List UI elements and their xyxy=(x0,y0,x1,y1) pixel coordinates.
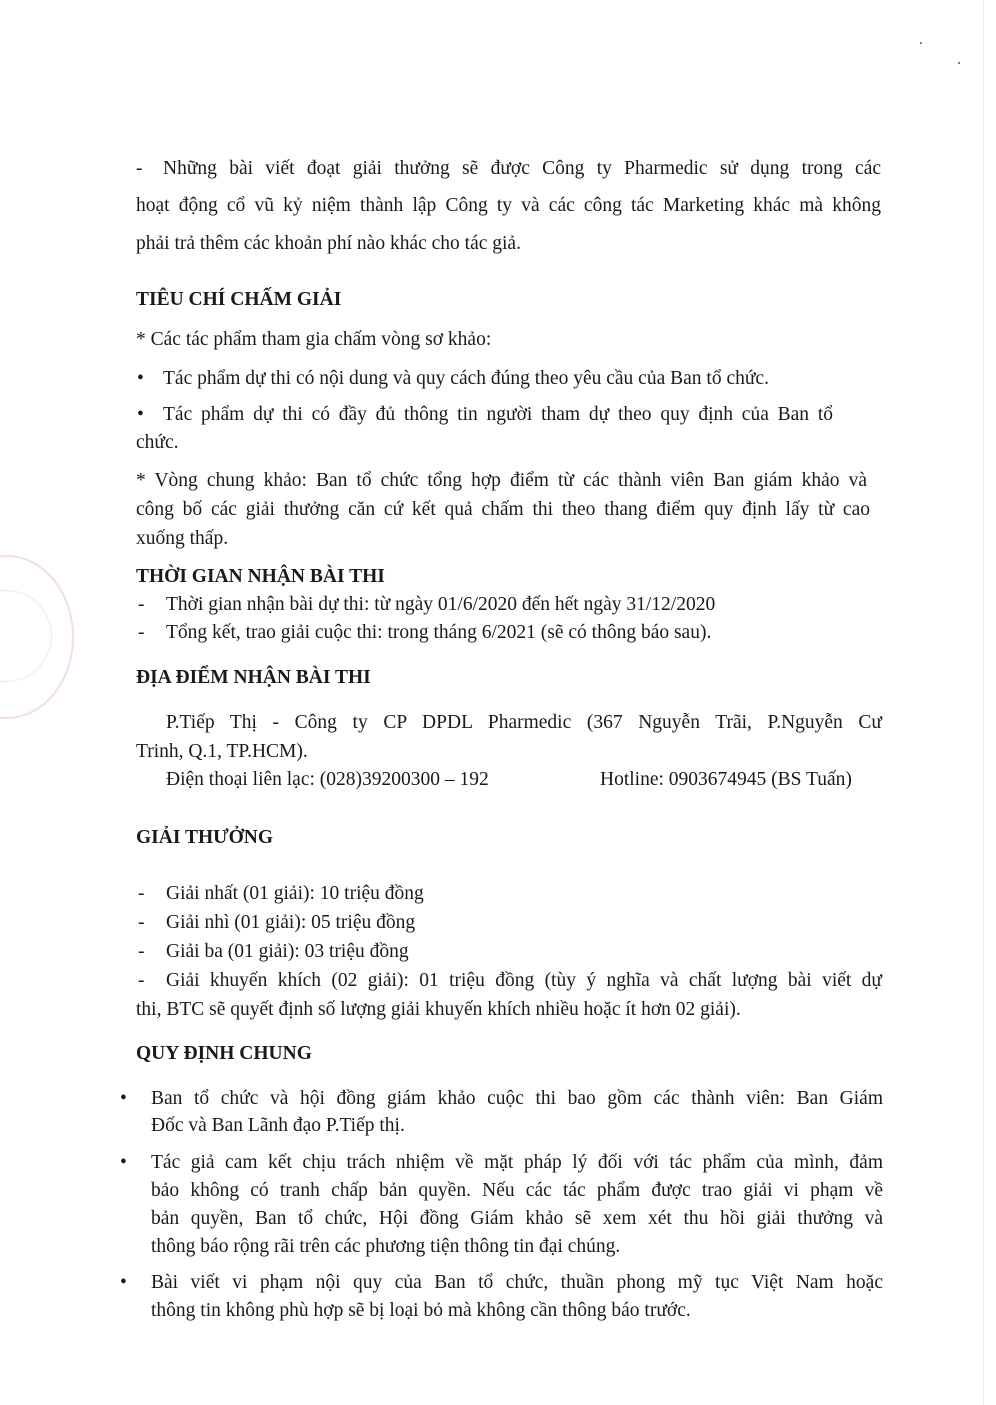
intro-line-2: hoạt động cổ vũ kỷ niệm thành lập Công ty và các công tác Marketing khác mà không xyxy=(136,195,881,216)
rule-2-line-2: bảo không có tranh chấp bản quyền. Nếu các tác phẩm được trao giải vi phạm về xyxy=(151,1180,883,1201)
scan-speck xyxy=(958,62,960,64)
rule-bullet-3: • xyxy=(120,1272,127,1293)
rule-1-line-1: Ban tổ chức và hội đồng giám khảo cuộc thi bao gồm các thành viên: Ban Giám xyxy=(151,1088,883,1109)
prize-item-4-line-1: Giải khuyến khích (02 giải): 01 triệu đồng (tùy ý nghĩa và chất lượng bài viết dự xyxy=(166,970,882,991)
intro-dash: - xyxy=(136,158,143,179)
location-line-1: P.Tiếp Thị - Công ty CP DPDL Pharmedic (367 Nguyễn Trãi, P.Nguyễn Cư xyxy=(166,712,882,733)
prize-dash-2: - xyxy=(138,912,145,933)
rule-bullet-1: • xyxy=(120,1088,127,1109)
scan-speck xyxy=(920,42,922,44)
criteria-item-2-line-2: chức. xyxy=(136,432,179,453)
rule-bullet-2: • xyxy=(120,1152,127,1173)
rules-heading: QUY ĐỊNH CHUNG xyxy=(136,1043,312,1064)
location-heading: ĐỊA ĐIỂM NHẬN BÀI THI xyxy=(136,667,371,688)
criteria-final-line-3: xuống thấp. xyxy=(136,528,229,549)
prize-dash-1: - xyxy=(138,883,145,904)
rule-2-line-1: Tác giả cam kết chịu trách nhiệm về mặt pháp lý đối với tác phẩm của mình, đảm xyxy=(151,1152,883,1173)
rule-2-line-4: thông báo rộng rãi trên các phương tiện thông tin đại chúng. xyxy=(151,1236,621,1257)
criteria-bullet-2: • xyxy=(137,404,144,425)
intro-line-3: phải trả thêm các khoản phí nào khác cho tác giả. xyxy=(136,233,521,254)
timeline-item-1: Thời gian nhận bài dự thi: từ ngày 01/6/2020 đến hết ngày 31/12/2020 xyxy=(166,594,716,615)
rule-1-line-2: Đốc và Ban Lãnh đạo P.Tiếp thị. xyxy=(151,1115,405,1136)
criteria-prelim: * Các tác phẩm tham gia chấm vòng sơ khảo: xyxy=(136,329,492,350)
intro-line-1: Những bài viết đoạt giải thưởng sẽ được Công ty Pharmedic sử dụng trong các xyxy=(163,158,881,179)
rule-3-line-2: thông tin không phù hợp sẽ bị loại bỏ mà không cần thông báo trước. xyxy=(151,1300,691,1321)
prize-item-4-line-2: thi, BTC sẽ quyết định số lượng giải khuyến khích nhiều hoặc ít hơn 02 giải). xyxy=(136,999,741,1020)
prize-item-1: Giải nhất (01 giải): 10 triệu đồng xyxy=(166,883,424,904)
criteria-heading: TIÊU CHÍ CHẤM GIẢI xyxy=(136,289,342,310)
criteria-item-2-line-1: Tác phẩm dự thi có đầy đủ thông tin người tham dự theo quy định của Ban tổ xyxy=(163,404,833,425)
rule-3-line-1: Bài viết vi phạm nội quy của Ban tổ chức, thuần phong mỹ tục Việt Nam hoặc xyxy=(151,1272,883,1293)
criteria-final-line-2: công bố các giải thưởng căn cứ kết quả chấm thi theo thang điểm quy định lấy từ cao xyxy=(136,499,870,520)
location-phone: Điện thoại liên lạc: (028)39200300 – 192 xyxy=(166,769,489,790)
prize-item-3: Giải ba (01 giải): 03 triệu đồng xyxy=(166,941,409,962)
prizes-heading: GIẢI THƯỞNG xyxy=(136,827,274,848)
timeline-heading: THỜI GIAN NHẬN BÀI THI xyxy=(136,566,385,587)
scan-edge xyxy=(983,0,984,1405)
timeline-dash-1: - xyxy=(138,594,145,615)
prize-dash-4: - xyxy=(138,970,145,991)
rule-2-line-3: bản quyền, Ban tổ chức, Hội đồng Giám khảo sẽ xem xét thu hồi giải thưởng và xyxy=(151,1208,883,1229)
location-hotline: Hotline: 0903674945 (BS Tuấn) xyxy=(600,769,852,790)
prize-dash-3: - xyxy=(138,941,145,962)
criteria-bullet-1: • xyxy=(137,368,144,389)
timeline-dash-2: - xyxy=(138,622,145,643)
criteria-final-line-1: * Vòng chung khảo: Ban tổ chức tổng hợp điểm từ các thành viên Ban giám khảo và xyxy=(136,470,867,491)
prize-item-2: Giải nhì (01 giải): 05 triệu đồng xyxy=(166,912,416,933)
location-line-2: Trinh, Q.1, TP.HCM). xyxy=(136,741,308,762)
criteria-item-1: Tác phẩm dự thi có nội dung và quy cách đúng theo yêu cầu của Ban tổ chức. xyxy=(163,368,769,389)
timeline-item-2: Tổng kết, trao giải cuộc thi: trong tháng 6/2021 (sẽ có thông báo sau). xyxy=(166,622,712,643)
